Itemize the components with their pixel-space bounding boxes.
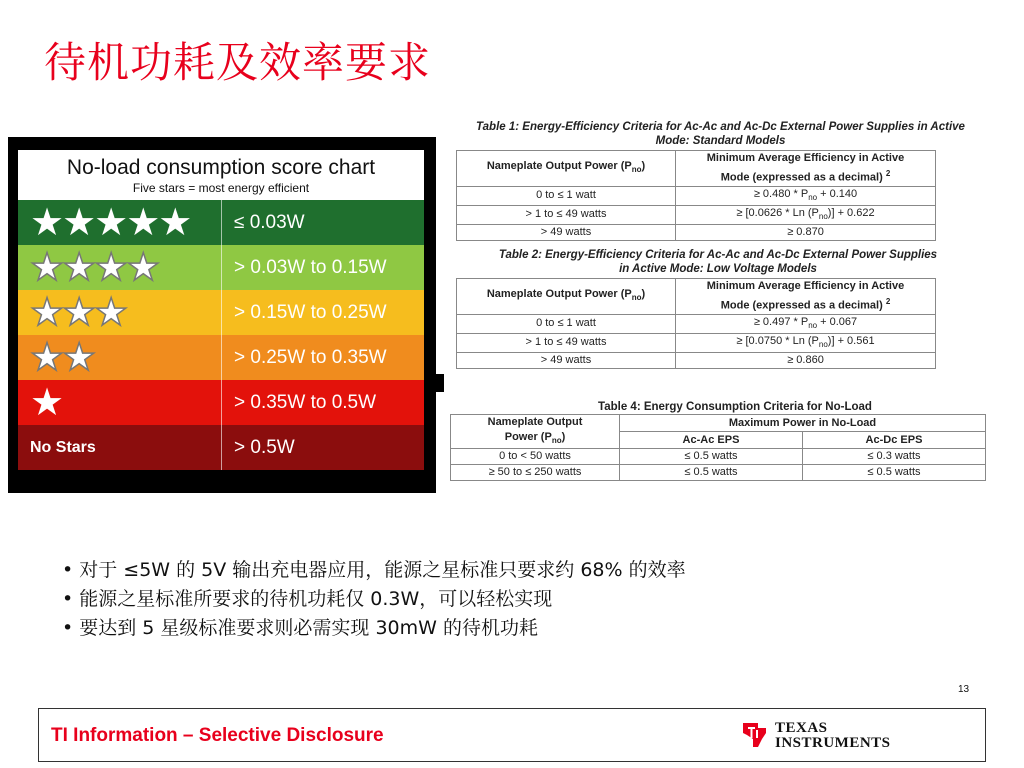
table2 bbox=[456, 278, 936, 369]
table2-caption-line2: in Active Mode: Low Voltage Models bbox=[619, 263, 817, 275]
table2-col-header: Nameplate Output Power $(P_{no})$ bbox=[457, 279, 676, 315]
score-row-3-stars bbox=[18, 290, 424, 335]
score-range: ≤ 0.03W bbox=[221, 200, 424, 245]
score-range: > 0.25W to 0.35W bbox=[221, 335, 424, 380]
footer-text: TI Information – Selective Disclosure bbox=[51, 725, 384, 746]
no-stars-label: No Stars bbox=[30, 438, 96, 456]
table4-col-header: Ac-Dc EPS bbox=[802, 432, 985, 449]
table-row: > 1 to ≤ 49 watts ≥ [0.0626 * Ln $(P_{no})] + 0.622$ bbox=[457, 205, 936, 224]
table1-caption-line1: Table 1: Energy-Efficiency Criteria for Ac-Ac and Ac-Dc External Power Supplies in Active bbox=[476, 121, 965, 133]
four-stars-icon: ★★★★ bbox=[30, 246, 159, 289]
table-row: 0 to ≤ 1 watt ≥ $0.497 * P_{no} + 0.067$ bbox=[457, 314, 936, 333]
score-range: > 0.03W to 0.15W bbox=[221, 245, 424, 290]
three-stars-icon: ★★★ bbox=[30, 291, 127, 334]
score-row-1-star bbox=[18, 380, 424, 425]
score-range: > 0.35W to 0.5W bbox=[221, 380, 424, 425]
table2-caption-line1: Table 2: Energy-Efficiency Criteria for Ac-Ac and Ac-Dc External Power Supplies bbox=[498, 249, 938, 261]
footer bbox=[38, 708, 986, 762]
score-range: > 0.5W bbox=[221, 425, 424, 470]
bullet-item: • 对于 ≤5W 的 5V 输出充电器应用，能源之星标准只要求约 68% 的效率 bbox=[62, 556, 686, 585]
table2-caption bbox=[456, 248, 980, 276]
table-row: ≥ 50 to ≤ 250 watts ≤ 0.5 watts ≤ 0.5 watts bbox=[451, 465, 986, 481]
table4-group-header: Maximum Power in No-Load bbox=[620, 415, 986, 432]
table-row: > 49 watts ≥ 0.860 bbox=[457, 353, 936, 369]
logo-word-instruments: INSTRUMENTS bbox=[775, 735, 891, 751]
score-chart-subheading: Five stars = most energy efficient bbox=[132, 181, 310, 195]
bullet-list bbox=[62, 556, 686, 643]
table4 bbox=[450, 414, 986, 481]
table1-col-header: Nameplate Output Power $(P_{no})$ bbox=[457, 151, 676, 187]
five-stars-icon: ★★★★★ bbox=[30, 201, 191, 244]
texas-instruments-logo bbox=[741, 717, 891, 753]
two-stars-icon: ★★ bbox=[30, 336, 95, 379]
score-row-4-stars bbox=[18, 245, 424, 290]
bullet-item: • 能源之星标准所要求的待机功耗仅 0.3W，可以轻松实现 bbox=[62, 585, 686, 614]
score-chart-heading: No-load consumption score chart bbox=[66, 156, 376, 179]
table-row: 0 to ≤ 1 watt ≥ $0.480 * P_{no} + 0.140$ bbox=[457, 186, 936, 205]
logo-word-texas: TEXAS bbox=[775, 720, 828, 736]
score-range: > 0.15W to 0.25W bbox=[221, 290, 424, 335]
score-chart-notch bbox=[436, 374, 444, 392]
bullet-item: • 要达到 5 星级标准要求则必需实现 30mW 的待机功耗 bbox=[62, 614, 686, 643]
score-row-2-stars bbox=[18, 335, 424, 380]
table1-caption bbox=[448, 120, 993, 148]
table4-caption: Table 4: Energy Consumption Criteria for No-Load bbox=[598, 401, 872, 413]
table-row: > 1 to ≤ 49 watts ≥ [0.0750 * Ln $(P_{no})] + 0.561$ bbox=[457, 333, 936, 352]
score-row-no-stars bbox=[18, 425, 424, 470]
table-row: 0 to < 50 watts ≤ 0.5 watts ≤ 0.3 watts bbox=[451, 449, 986, 465]
score-chart-header bbox=[18, 150, 424, 200]
table1-col-header: Minimum Average Efficiency in Active Mode (expressed as a decimal) $^2$ bbox=[676, 151, 936, 187]
one-star-icon: ★ bbox=[30, 381, 63, 424]
table4-col-header: Ac-Ac EPS bbox=[620, 432, 803, 449]
slide-title: 待机功耗及效率要求 bbox=[44, 38, 432, 87]
table2-col-header: Minimum Average Efficiency in Active Mode (expressed as a decimal) $^2$ bbox=[676, 279, 936, 315]
table-row: > 49 watts ≥ 0.870 bbox=[457, 225, 936, 241]
table4-col-header: Nameplate Output Power $(P_{no})$ bbox=[451, 415, 620, 449]
table1 bbox=[456, 150, 936, 241]
score-chart bbox=[18, 150, 424, 470]
page-number: 13 bbox=[958, 684, 970, 695]
ti-state-icon bbox=[741, 719, 769, 749]
table1-caption-line2: Mode: Standard Models bbox=[655, 135, 786, 147]
score-row-5-stars bbox=[18, 200, 424, 245]
